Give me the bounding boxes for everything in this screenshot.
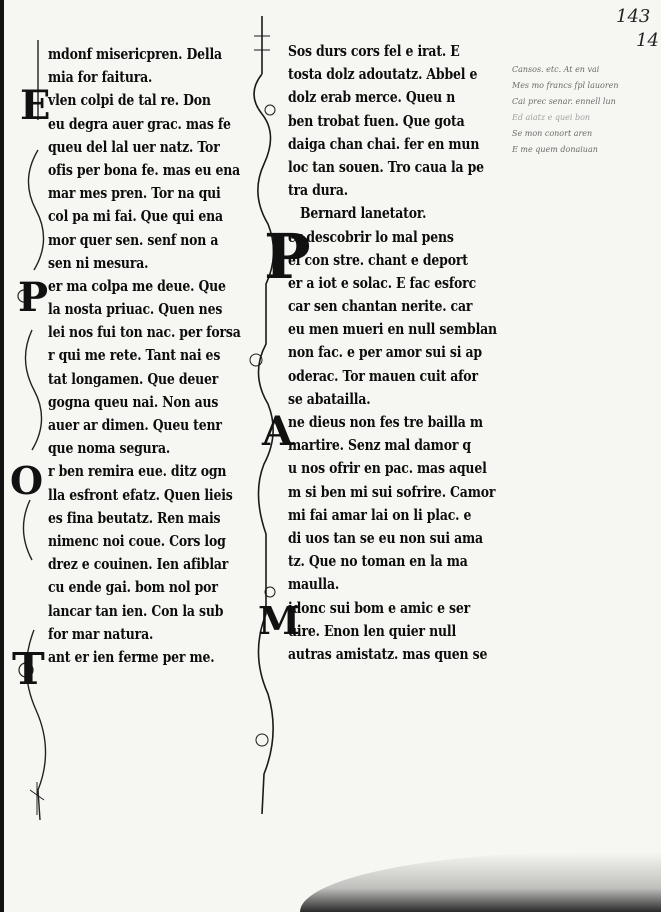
marginal-note: E me quem donaiuan xyxy=(512,145,598,154)
marginal-note: Cai prec senar. ennell lun xyxy=(512,97,616,106)
initial-p: P xyxy=(18,274,49,321)
text-line: ofis per bona fe. mas eu ena xyxy=(48,161,241,179)
text-line: vlen colpi de tal re. Don xyxy=(48,92,211,110)
text-line: eu men mueri en null semblan xyxy=(288,321,497,339)
left-text-column xyxy=(48,43,258,669)
marginal-note: Mes mo francs fpl lauoren xyxy=(512,81,619,90)
text-line: m si ben mi sui sofrire. Camor xyxy=(288,483,496,501)
text-line: se abatailla. xyxy=(288,390,371,408)
folio-number: 143 xyxy=(616,6,651,27)
text-line: mi fai amar lai on li plac. e xyxy=(288,506,472,524)
text-line: lla esfront efatz. Quen lieis xyxy=(48,486,233,504)
text-line: nimenc noi coue. Cors log xyxy=(48,532,226,550)
initial-o: O xyxy=(10,458,44,503)
text-line: drez e couinen. Ien afiblar xyxy=(48,556,229,574)
initial-p-large: P xyxy=(264,220,311,293)
rubric-heading: Bernard lanetator. xyxy=(300,205,427,223)
text-line: tat longamen. Que deuer xyxy=(48,370,219,388)
right-text-column xyxy=(288,40,508,666)
initial-m: M xyxy=(258,598,301,643)
text-line: que noma segura. xyxy=(48,440,171,458)
text-line: gogna queu nai. Non aus xyxy=(48,393,219,411)
text-line: lei nos fui ton nac. per forsa xyxy=(48,324,241,342)
text-line: maulla. xyxy=(288,576,340,594)
text-line: er a iot e solac. E fac esforc xyxy=(288,274,477,292)
text-line: mdonf misericpren. Della xyxy=(48,46,222,63)
text-line: for mar natura. xyxy=(48,625,154,643)
text-line: daiga chan chai. fer en mun xyxy=(288,135,480,153)
marginal-note: Cansos. etc. At en vai xyxy=(512,65,600,74)
text-line: tra dura. xyxy=(288,182,348,200)
text-line: auer ar dimen. Queu tenr xyxy=(48,417,222,434)
text-line: er descobrir lo mal pens xyxy=(288,228,454,246)
scan-edge xyxy=(0,0,4,912)
text-line: tosta dolz adoutatz. Abbel e xyxy=(288,66,478,84)
initial-t: T xyxy=(12,644,45,695)
text-line: r qui me rete. Tant nai es xyxy=(48,347,221,365)
text-line: lancar tan ien. Con la sub xyxy=(48,602,224,620)
text-line: u nos ofrir en pac. mas aquel xyxy=(288,460,487,478)
text-line: la nosta priuac. Quen nes xyxy=(48,301,223,319)
initial-a: A xyxy=(262,408,294,455)
margin-flourish-left xyxy=(10,30,50,830)
text-line: es fina beutatz. Ren mais xyxy=(48,509,221,527)
text-line: uire. Enon len quier null xyxy=(288,622,457,640)
text-line: car sen chantan nerite. car xyxy=(288,298,473,316)
text-line: eu degra auer grac. mas fe xyxy=(48,115,231,133)
text-line: non fac. e per amor sui si ap xyxy=(288,344,482,362)
page-curl-shadow xyxy=(300,852,661,912)
text-line: mor quer sen. senf non a xyxy=(48,231,219,249)
text-line: Sos durs cors fel e irat. E xyxy=(288,43,460,60)
text-line: oderac. Tor mauen cuit afor xyxy=(288,367,478,385)
text-line: col pa mi fai. Que qui ena xyxy=(48,208,223,226)
text-line: queu del lal uer natz. Tor xyxy=(48,138,220,156)
text-line: mar mes pren. Tor na qui xyxy=(48,185,221,203)
text-line: martire. Senz mal damor q xyxy=(288,437,471,455)
marginal-notes xyxy=(512,62,640,158)
text-line: r ben remira eue. ditz ogn xyxy=(48,463,227,481)
text-line: sen ni mesura. xyxy=(48,254,149,272)
text-line: autras amistatz. mas quen se xyxy=(288,645,488,663)
marginal-note: Ed aiatz e quei bon xyxy=(512,113,591,122)
text-line: mia for faitura. xyxy=(48,69,153,87)
text-line: el con stre. chant e deport xyxy=(288,251,468,269)
marginal-note: Se mon conort aren xyxy=(512,129,593,138)
text-line: ben trobat fuen. Que gota xyxy=(288,112,465,130)
text-line: idonc sui bom e amic e ser xyxy=(288,599,471,617)
text-line: cu ende gai. bom nol por xyxy=(48,579,218,597)
text-line: ant er ien ferme per me. xyxy=(48,648,215,666)
text-line: ne dieus non fes tre bailla m xyxy=(288,414,483,431)
text-line: tz. Que no toman en la ma xyxy=(288,553,468,571)
text-line: di uos tan se eu non sui ama xyxy=(288,529,483,547)
folio-number-secondary: 14 xyxy=(636,30,659,51)
initial-e: E xyxy=(20,82,51,129)
text-line: er ma colpa me deue. Que xyxy=(48,277,226,295)
text-line: dolz erab merce. Queu n xyxy=(288,89,456,107)
text-line: loc tan souen. Tro caua la pe xyxy=(288,158,484,176)
